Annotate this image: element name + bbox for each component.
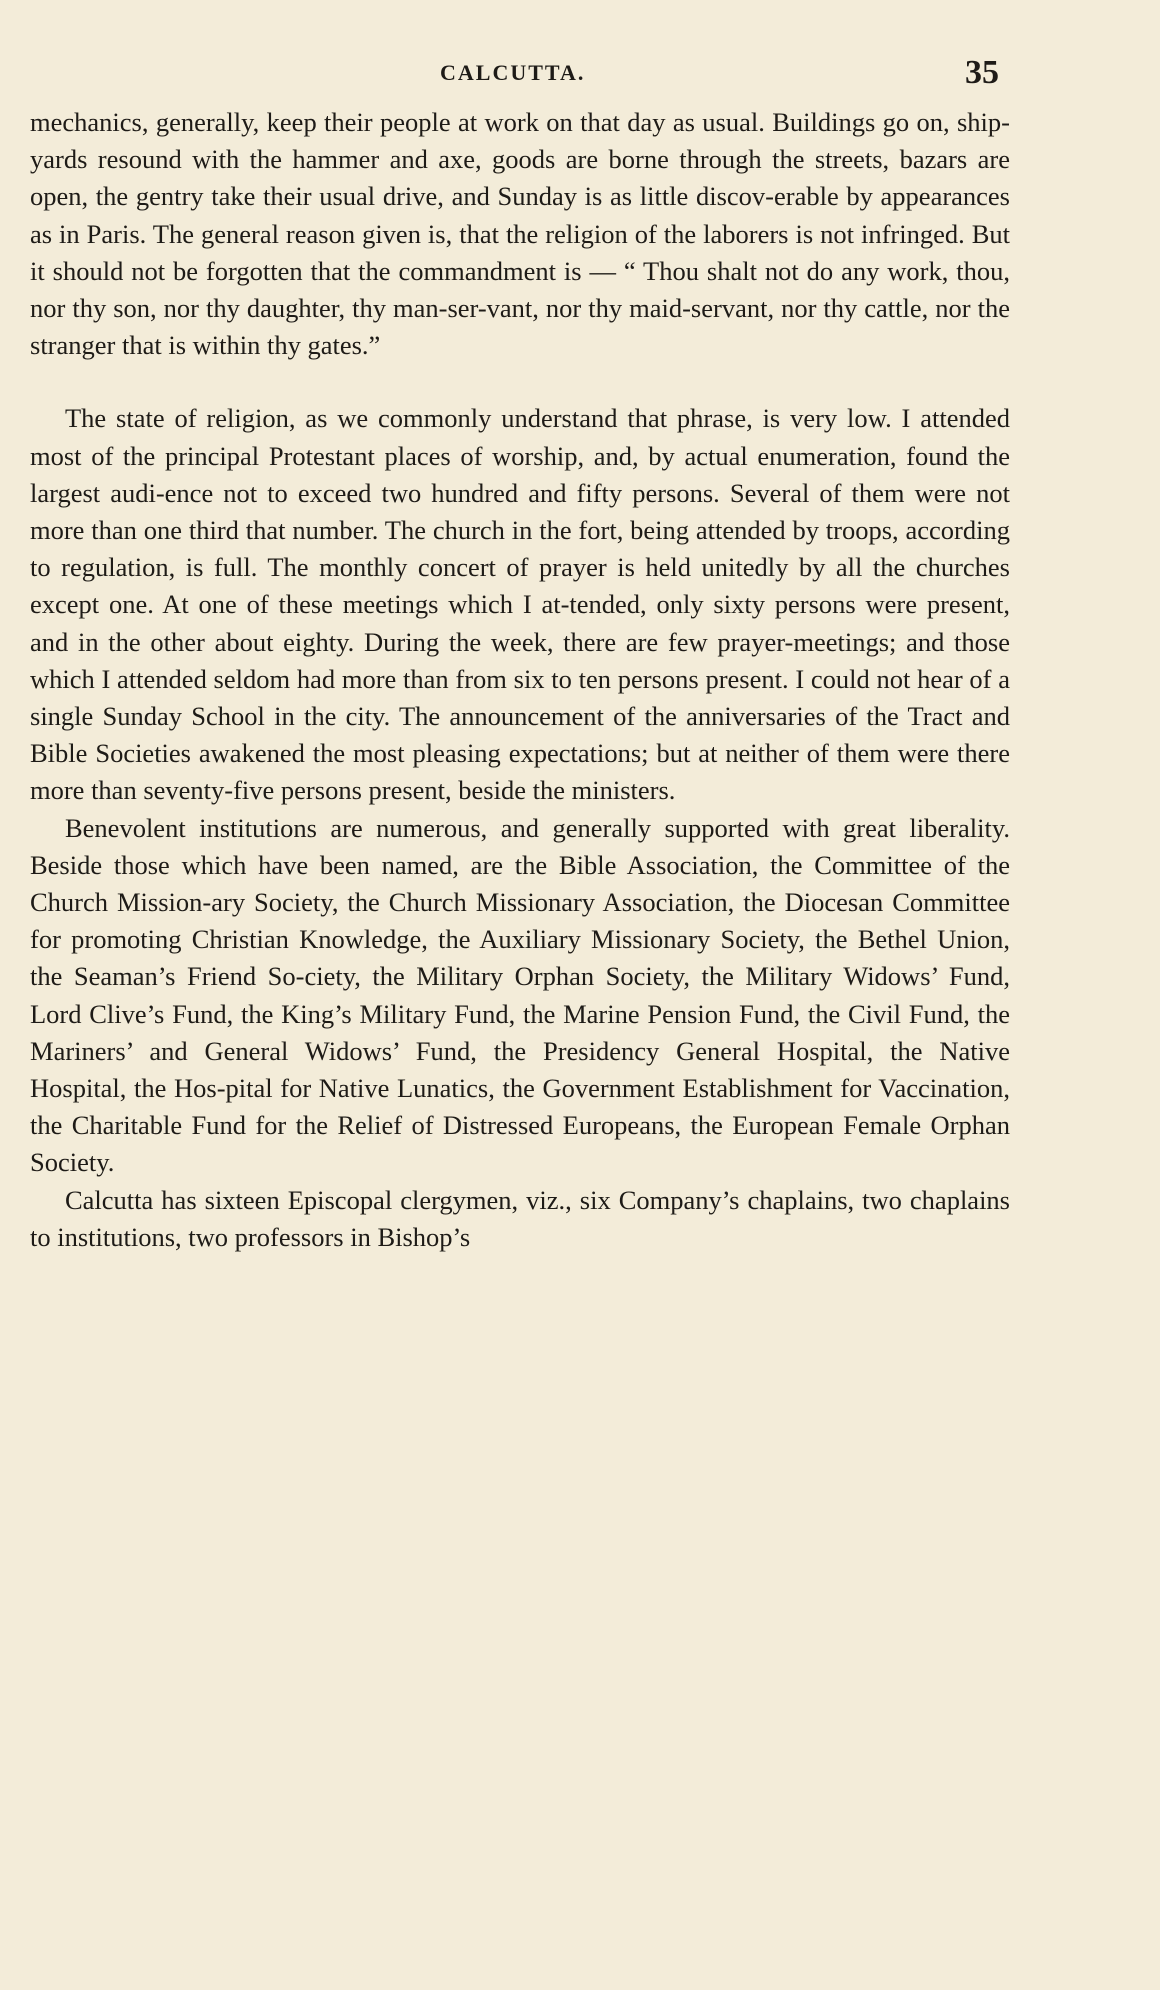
body-text — [30, 104, 1010, 1256]
page-number: 35 — [965, 54, 999, 91]
paragraph-benevolent-institutions: Benevolent institutions are numerous, and generally supported with great liberality. Beside those which have been named, are the Bible Association, the Committee of the Church Mission-ary Society, the Church Missionary Association, the Diocesan Committee for promoting Christian Knowledge, the Auxiliary Missionary Society, the Bethel Union, the Seaman’s Friend So-ciety, the Military Orphan Society, the Military Widows’ Fund, Lord Clive’s Fund, the King’s Military Fund, the Marine Pension Fund, the Civil Fund, the Mariners’ and General Widows’ Fund, the Presidency General Hospital, the Native Hospital, the Hos-pital for Native Lunatics, the Government Establishment for Vaccination, the Charitable Fund for the Relief of Distressed Europeans, the European Female Orphan Society. — [30, 812, 1010, 1178]
running-title: CALCUTTA. — [440, 60, 586, 85]
paragraph-sunday-work: mechanics, generally, keep their people at work on that day as usual. Buildings go on, ship-yards resound with the hammer and axe, goods are borne through the streets, bazars are open, the gentry take their usual drive, and Sunday is as little discov-erable by appearances as in Paris. The general reason given is, that the religion of the laborers is not infringed. But it should not be forgotten that the commandment is — “ Thou shalt not do any work, thou, nor thy son, nor thy daughter, thy man-ser-vant, nor thy maid-servant, nor thy cattle, nor the stranger that is within thy gates.” — [30, 107, 1010, 361]
paragraph-state-of-religion: The state of religion, as we commonly understand that phrase, is very low. I attended most of the principal Protestant places of worship, and, by actual enumeration, found the largest audi-ence not to exceed two hundred and fifty persons. Several of them were not more than one third that number. The church in the fort, being attended by troops, according to regulation, is full. The monthly concert of prayer is held unitedly by all the churches except one. At one of these meetings which I at-tended, only sixty persons were present, and in the other about eighty. During the week, there are few prayer-meetings; and those which I attended seldom had more than from six to ten persons present. I could not hear of a single Sunday School in the city. The announcement of the anniversaries of the Tract and Bible Societies awakened the most pleasing expectations; but at neither of them were there more than seventy-five persons present, beside the ministers. — [30, 403, 1010, 806]
paragraph-clergymen: Calcutta has sixteen Episcopal clergymen, viz., six Company’s chaplains, two chaplains to institutions, two professors in Bishop’s — [30, 1184, 1010, 1252]
section-gap — [30, 364, 1010, 400]
running-head — [0, 56, 1160, 96]
